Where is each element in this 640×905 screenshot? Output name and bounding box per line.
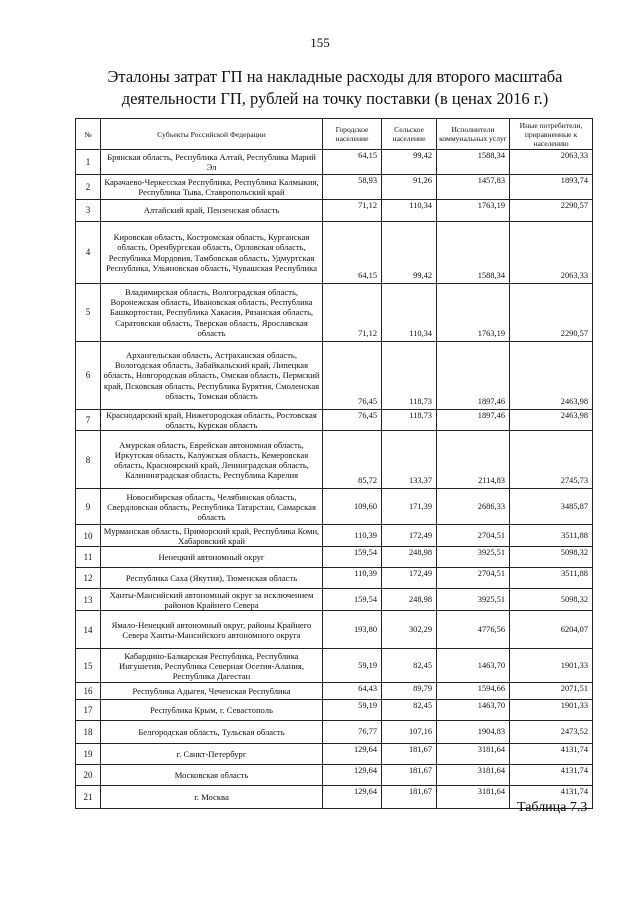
row-rural: 172,49 [382, 568, 437, 589]
header-number: № [76, 119, 101, 150]
row-number: 11 [76, 547, 101, 568]
table-row [76, 525, 593, 547]
table-row [76, 342, 593, 410]
row-utility: 1904,83 [437, 721, 510, 744]
row-rural: 89,79 [382, 683, 437, 700]
row-other: 2290,57 [510, 200, 593, 222]
row-urban: 129,64 [323, 744, 382, 765]
page-number: 155 [310, 35, 330, 50]
row-number: 21 [76, 786, 101, 809]
row-number: 12 [76, 568, 101, 589]
cost-table [75, 118, 593, 809]
row-subject: Ненецкий автономный округ [101, 547, 323, 568]
row-rural: 171,39 [382, 489, 437, 525]
document-title: Эталоны затрат ГП на накладные расходы для второго масштаба деятельности ГП, рублей на точку поставки (в ценах 2016 г.) [107, 67, 563, 108]
row-subject: Республика Крым, г. Севастополь [101, 700, 323, 721]
row-other: 4131,74 [510, 744, 593, 765]
table-row [76, 175, 593, 200]
row-subject: Брянская область, Республика Алтай, Республика Марий Эл [101, 150, 323, 175]
row-other: 2290,57 [510, 284, 593, 342]
row-subject: Амурская область, Еврейская автономная область, Иркутская область, Калужская область, Кемеровская область, Красноярский край, Ленинградская область, Калининградская область, Республика Карелия [101, 431, 323, 489]
row-other: 6204,07 [510, 611, 593, 649]
row-number: 15 [76, 649, 101, 683]
row-urban: 71,12 [323, 284, 382, 342]
row-utility: 1763,19 [437, 284, 510, 342]
row-utility: 1463,70 [437, 649, 510, 683]
row-rural: 248,98 [382, 589, 437, 611]
row-rural: 82,45 [382, 700, 437, 721]
row-other: 4131,74 [510, 786, 593, 809]
row-urban: 109,60 [323, 489, 382, 525]
row-subject: Кабардино-Балкарская Республика, Республика Ингушетия, Республика Северная Осетия-Алания, Республика Дагестан [101, 649, 323, 683]
row-urban: 110,39 [323, 525, 382, 547]
row-subject: Московская область [101, 765, 323, 786]
row-rural: 133,37 [382, 431, 437, 489]
row-subject: Владимирская область, Волгоградская область, Воронежская область, Ивановская область, Республика Башкортостан, Республика Хакасия, Рязанская область, Саратовская область, Тверская область, Ярославская область [101, 284, 323, 342]
row-rural: 82,45 [382, 649, 437, 683]
row-subject: г. Санкт-Петербург [101, 744, 323, 765]
row-urban: 59,19 [323, 649, 382, 683]
row-utility: 2686,33 [437, 489, 510, 525]
row-utility: 1588,34 [437, 222, 510, 284]
table-row [76, 284, 593, 342]
table-row [76, 150, 593, 175]
row-number: 13 [76, 589, 101, 611]
row-subject: Алтайский край, Пензенская область [101, 200, 323, 222]
row-utility: 2704,51 [437, 525, 510, 547]
row-number: 19 [76, 744, 101, 765]
header-other: Иные потребители, приравненные к населению [510, 119, 593, 150]
table-row [76, 786, 593, 809]
row-urban: 64,15 [323, 222, 382, 284]
table-row [76, 683, 593, 700]
row-urban: 193,80 [323, 611, 382, 649]
header-urban: Городское население [323, 119, 382, 150]
row-rural: 181,67 [382, 744, 437, 765]
row-subject: Карачаево-Черкесская Республика, Республика Калмыкия, Республика Тыва, Ставропольский край [101, 175, 323, 200]
row-number: 18 [76, 721, 101, 744]
row-utility: 2114,83 [437, 431, 510, 489]
row-urban: 59,19 [323, 700, 382, 721]
row-number: 9 [76, 489, 101, 525]
row-number: 14 [76, 611, 101, 649]
row-other: 2063,33 [510, 150, 593, 175]
row-utility: 1463,70 [437, 700, 510, 721]
row-urban: 76,45 [323, 410, 382, 431]
row-other: 1901,33 [510, 649, 593, 683]
row-number: 1 [76, 150, 101, 175]
row-subject: Кировская область, Костромская область, Курганская область, Оренбургская область, Орловская область, Республика Мордовия, Тамбовская область, Удмуртская Республика, Ульяновская область, Чувашская Республика [101, 222, 323, 284]
row-utility: 1594,66 [437, 683, 510, 700]
row-utility: 3925,51 [437, 547, 510, 568]
row-utility: 3925,51 [437, 589, 510, 611]
row-utility: 3181,64 [437, 786, 510, 809]
row-utility: 3181,64 [437, 765, 510, 786]
row-urban: 64,15 [323, 150, 382, 175]
table-row [76, 489, 593, 525]
row-rural: 302,29 [382, 611, 437, 649]
row-other: 3511,88 [510, 568, 593, 589]
row-urban: 159,54 [323, 547, 382, 568]
row-urban: 129,64 [323, 786, 382, 809]
row-subject: г. Москва [101, 786, 323, 809]
row-rural: 99,42 [382, 222, 437, 284]
row-other: 1893,74 [510, 175, 593, 200]
table-row [76, 700, 593, 721]
row-subject: Новосибирская область, Челябинская область, Свердловская область, Республика Татарстан, Самарская область [101, 489, 323, 525]
row-urban: 76,77 [323, 721, 382, 744]
row-subject: Белгородская область, Тульская область [101, 721, 323, 744]
row-utility: 4776,56 [437, 611, 510, 649]
row-other: 2071,51 [510, 683, 593, 700]
header-utility: Исполнители коммунальных услуг [437, 119, 510, 150]
row-utility: 1457,83 [437, 175, 510, 200]
row-rural: 172,49 [382, 525, 437, 547]
row-rural: 248,98 [382, 547, 437, 568]
row-urban: 64,43 [323, 683, 382, 700]
row-rural: 118,73 [382, 410, 437, 431]
row-other: 3485,87 [510, 489, 593, 525]
row-rural: 181,67 [382, 765, 437, 786]
table-row [76, 744, 593, 765]
header-rural: Сельское население [382, 119, 437, 150]
header-subject: Субъекты Российской Федерации [101, 119, 323, 150]
row-other: 2063,33 [510, 222, 593, 284]
row-rural: 110,34 [382, 200, 437, 222]
row-number: 8 [76, 431, 101, 489]
table-row [76, 410, 593, 431]
row-utility: 3181,64 [437, 744, 510, 765]
row-number: 16 [76, 683, 101, 700]
row-number: 6 [76, 342, 101, 410]
row-other: 1901,33 [510, 700, 593, 721]
row-urban: 110,39 [323, 568, 382, 589]
row-utility: 2704,51 [437, 568, 510, 589]
row-other: 4131,74 [510, 765, 593, 786]
row-utility: 1897,46 [437, 410, 510, 431]
row-other: 2463,98 [510, 342, 593, 410]
table-row [76, 547, 593, 568]
row-subject: Архангельская область, Астраханская область, Вологодская область, Забайкальский край, Липецкая область, Новгородская область, Омская область, Пермский край, Псковская область, Республика Бурятия, Смоленская область, Томская область [101, 342, 323, 410]
row-urban: 58,93 [323, 175, 382, 200]
row-subject: Ханты-Мансийский автономный округ за исключением районов Крайнего Севера [101, 589, 323, 611]
row-rural: 107,16 [382, 721, 437, 744]
row-urban: 159,54 [323, 589, 382, 611]
table-row [76, 649, 593, 683]
row-rural: 181,67 [382, 786, 437, 809]
row-subject: Краснодарский край, Нижегородская область, Ростовская область, Курская область [101, 410, 323, 431]
table-row [76, 611, 593, 649]
row-other: 5098,32 [510, 589, 593, 611]
row-subject: Республика Саха (Якутия), Тюменская область [101, 568, 323, 589]
row-utility: 1763,19 [437, 200, 510, 222]
row-other: 5098,32 [510, 547, 593, 568]
row-other: 2473,52 [510, 721, 593, 744]
table-row [76, 431, 593, 489]
table-row [76, 568, 593, 589]
row-number: 17 [76, 700, 101, 721]
row-urban: 129,64 [323, 765, 382, 786]
row-number: 2 [76, 175, 101, 200]
table-row [76, 589, 593, 611]
row-subject: Мурманская область, Приморский край, Республика Коми, Хабаровский край [101, 525, 323, 547]
table-caption: Таблица 7.3 [517, 800, 588, 815]
row-rural: 99,42 [382, 150, 437, 175]
row-urban: 85,72 [323, 431, 382, 489]
row-utility: 1897,46 [437, 342, 510, 410]
row-other: 2463,98 [510, 410, 593, 431]
table-row [76, 765, 593, 786]
row-number: 3 [76, 200, 101, 222]
row-other: 3511,88 [510, 525, 593, 547]
row-rural: 118,73 [382, 342, 437, 410]
row-rural: 110,34 [382, 284, 437, 342]
row-utility: 1588,34 [437, 150, 510, 175]
row-urban: 71,12 [323, 200, 382, 222]
row-subject: Республика Адыгея, Чеченская Республика [101, 683, 323, 700]
row-number: 20 [76, 765, 101, 786]
row-urban: 76,45 [323, 342, 382, 410]
row-number: 5 [76, 284, 101, 342]
row-rural: 91,26 [382, 175, 437, 200]
table-row [76, 721, 593, 744]
row-subject: Ямало-Ненецкий автономный округ, районы Крайнего Севера Ханты-Мансийского автономного округа [101, 611, 323, 649]
row-number: 7 [76, 410, 101, 431]
row-number: 10 [76, 525, 101, 547]
row-number: 4 [76, 222, 101, 284]
table-header-row [76, 119, 593, 150]
table-row [76, 222, 593, 284]
row-other: 2745,73 [510, 431, 593, 489]
table-row [76, 200, 593, 222]
